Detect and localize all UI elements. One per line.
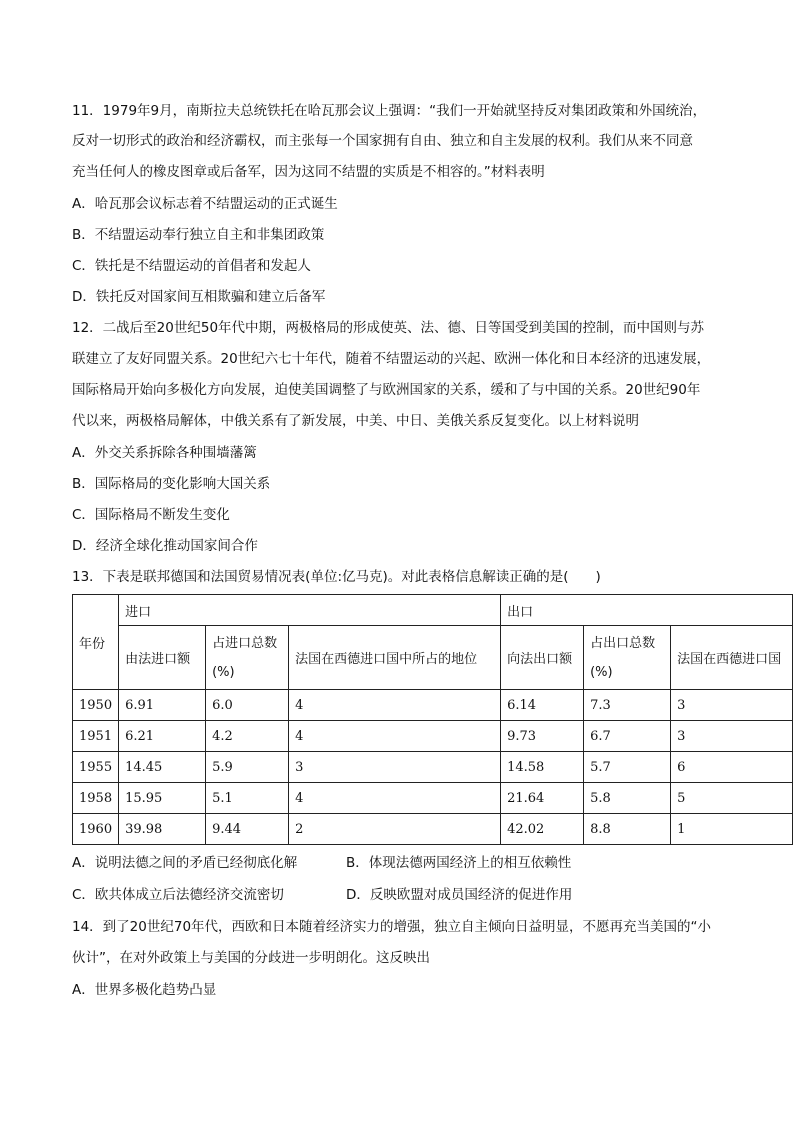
cell-import-amount: 6.91 [119,690,206,721]
q12-option-d: D．经济全球化推动国家间合作 [72,538,258,554]
q14-stem-line-1: 14．到了20世纪70年代，西欧和日本随着经济实力的增强，独立自主倾向日益明显，不愿再充当美国的“小 [72,919,712,935]
q12-option-c: C．国际格局不断发生变化 [72,507,230,523]
q11-option-c: C．铁托是不结盟运动的首倡者和发起人 [72,258,311,274]
cell-year: 1958 [73,783,119,814]
import-header: 进口 [119,595,501,626]
cell-year: 1955 [73,752,119,783]
export-share-header-unit: (%) [590,664,613,680]
cell-import-share: 4.2 [206,721,289,752]
year-header: 年份 [73,595,119,690]
cell-import-rank: 3 [289,752,501,783]
q11-option-d: D．铁托反对国家间互相欺骗和建立后备军 [72,289,326,305]
export-share-header-label: 占出口总数 [590,635,656,651]
cell-export-share: 5.8 [584,783,671,814]
export-rank-header: 法国在西德进口国 [671,626,793,690]
cell-export-amount: 42.02 [501,814,584,845]
cell-year: 1950 [73,690,119,721]
cell-export-amount: 6.14 [501,690,584,721]
q12-stem-line-2: 联建立了友好同盟关系。20世纪六七十年代，随着不结盟运动的兴起、欧洲一体化和日本经济的迅速发展， [72,351,711,367]
table-row [73,690,793,721]
cell-export-amount: 14.58 [501,752,584,783]
cell-import-rank: 4 [289,690,501,721]
cell-import-share: 6.0 [206,690,289,721]
q13-option-d: D．反映欧盟对成员国经济的促进作用 [346,887,573,903]
q13-option-b: B．体现法德两国经济上的相互依赖性 [346,855,572,871]
q12-stem-line-4: 代以来，两极格局解体，中俄关系有了新发展，中美、中日、美俄关系反复变化。以上材料说明 [72,413,639,429]
trade-table [72,594,793,845]
q12-option-b: B．国际格局的变化影响大国关系 [72,476,271,492]
cell-export-share: 8.8 [584,814,671,845]
cell-import-rank: 2 [289,814,501,845]
cell-export-rank: 1 [671,814,793,845]
cell-export-amount: 9.73 [501,721,584,752]
cell-import-share: 9.44 [206,814,289,845]
q12-stem-line-3: 国际格局开始向多极化方向发展，迫使美国调整了与欧洲国家的关系，缓和了与中国的关系。20世纪90年 [72,382,701,398]
q11-stem-line-1: 11．1979年9月，南斯拉夫总统铁托在哈瓦那会议上强调：“我们一开始就坚持反对集团政策和外国统治， [72,103,707,119]
cell-import-amount: 15.95 [119,783,206,814]
cell-import-amount: 14.45 [119,752,206,783]
q13-option-a: A．说明法德之间的矛盾已经彻底化解 [72,855,298,871]
q12-option-a: A．外交关系拆除各种围墙藩篱 [72,445,257,461]
cell-import-amount: 6.21 [119,721,206,752]
cell-export-amount: 21.64 [501,783,584,814]
table-row [73,752,793,783]
cell-export-rank: 6 [671,752,793,783]
cell-export-rank: 5 [671,783,793,814]
cell-export-share: 6.7 [584,721,671,752]
q12-stem-line-1: 12．二战后至20世纪50年代中期，两极格局的形成使英、法、德、日等国受到美国的控制，而中国则与苏 [72,320,705,336]
export-header: 出口 [501,595,793,626]
q14-option-a: A．世界多极化趋势凸显 [72,982,217,998]
q13-stem: 13．下表是联邦德国和法国贸易情况表(单位:亿马克)。对此表格信息解读正确的是( ) [72,569,601,585]
cell-year: 1960 [73,814,119,845]
table-row [73,814,793,845]
table-row [73,721,793,752]
cell-year: 1951 [73,721,119,752]
cell-import-share: 5.9 [206,752,289,783]
export-amount-header: 向法出口额 [501,626,584,690]
import-rank-header: 法国在西德进口国中所占的地位 [289,626,501,690]
cell-import-amount: 39.98 [119,814,206,845]
q11-option-a: A．哈瓦那会议标志着不结盟运动的正式诞生 [72,196,338,212]
cell-import-share: 5.1 [206,783,289,814]
cell-export-share: 5.7 [584,752,671,783]
import-share-header-unit: (%) [212,664,235,680]
export-share-header [584,626,671,690]
cell-import-rank: 4 [289,721,501,752]
q11-option-b: B．不结盟运动奉行独立自主和非集团政策 [72,227,325,243]
import-share-header-label: 占进口总数 [212,635,278,651]
q13-option-c: C．欧共体成立后法德经济交流密切 [72,887,284,903]
cell-export-rank: 3 [671,721,793,752]
q11-stem-line-3: 充当任何人的橡皮图章或后备军，因为这同不结盟的实质是不相容的。”材料表明 [72,164,545,180]
cell-import-rank: 4 [289,783,501,814]
q11-stem-line-2: 反对一切形式的政治和经济霸权，而主张每一个国家拥有自由、独立和自主发展的权利。我们从来不同意 [72,133,693,149]
table-row [73,783,793,814]
q14-stem-line-2: 伙计”，在对外政策上与美国的分歧进一步明朗化。这反映出 [72,950,430,966]
cell-export-rank: 3 [671,690,793,721]
cell-export-share: 7.3 [584,690,671,721]
import-share-header [206,626,289,690]
import-amount-header: 由法进口额 [119,626,206,690]
